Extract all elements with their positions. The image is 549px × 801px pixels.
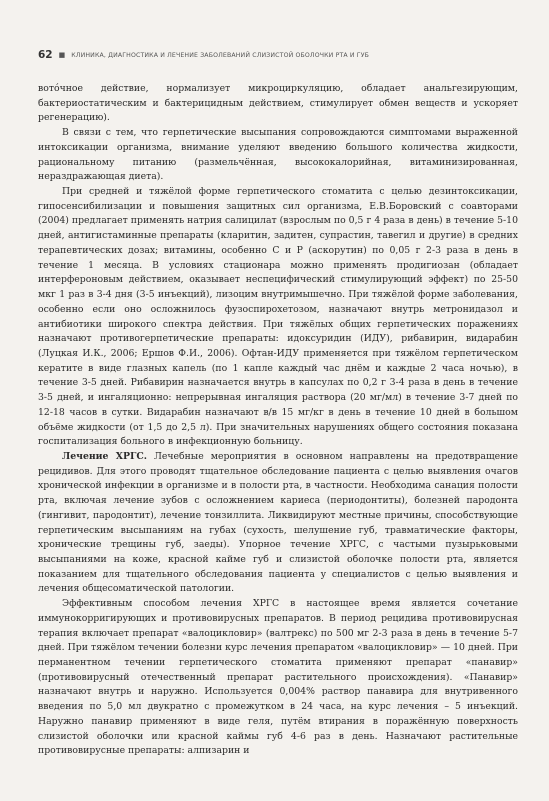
running-head-title: КЛИНИКА, ДИАГНОСТИКА И ЛЕЧЕНИЕ ЗАБОЛЕВАНИЙ СЛИЗИСТОЙ ОБОЛОЧКИ РТА И ГУБ: [71, 51, 370, 59]
paragraph: При средней и тяжёлой форме герпетического стоматита с целью дезинтоксикации, гипосенсибилизации и повышения защитных сил организма, Е.В.Боровский с соавторами (2004) предлагает применять натрия салицилат (взрослым по 0,5 г 4 раза в день) в течение 5-10 дней, антигистаминные препараты (кларитин, задитен, супрастин, тавегил и другие) в средних терапевтических дозах; витамины, особенно С и Р (аскорутин) по 0,05 г 2-3 раза в день в течение 1 месяца. В условиях стационара можно применять продигиозан (обладает интерфероновым действием, оказывает неспецифический стимулирующий эффект) по 25-50 мкг 1 раз в 3-4 дня (3-5 инъекций), лизоцим внутримышечно. При тяжёлой форме заболевания, особенно если оно осложнилось фузоспирохетозом, назначают внутрь метронидазол и антибиотики широкого спектра действия. При тяжёлых общих герпетических поражениях назначают противогерпетические препараты: идоксуридин (ИДУ), рибавирин, видарабин (Луцкая И.К., 2006; Ершов Ф.И., 2006). Офтан-ИДУ применяется при тяжёлом герпетическом кератите в виде глазных капель (по 1 капле каждый час днём и каждые 2 часа ночью), в течение 3-5 дней. Рибавирин назначается внутрь в капсулах по 0,2 г 3-4 раза в день в течение 3-5 дней, и ингаляционно: непрерывная ингаляция раствора (20 мг/мл) в течение 3-7 дней по 12-18 часов в сутки. Видарабин назначают в/в 15 мг/кг в день в течение 10 дней в большом объёме жидкости (от 1,5 до 2,5 л). При значительных нарушениях общего состояния показана госпитализация больного в инфекционную больницу.: [38, 186, 518, 448]
run-in-heading: Лечение ХРГС.: [62, 450, 148, 462]
paragraph-continuation: вотóчное действие, нормализует микроциркуляцию, обладает анальгезирующим, бактериостатическим и бактерицидным действием, стимулирует обмен веществ и ускоряет регенерацию).: [38, 83, 518, 124]
running-head: [38, 48, 519, 62]
paragraph: [38, 450, 518, 597]
paragraph: Эффективным способом лечения ХРГС в настоящее время является сочетание иммунокорригирующих и противовирусных препаратов. В период рецидива противовирусная терапия включает препарат «валоцикловир» (валтрекс) по 500 мг 2-3 раза в день в течение 5-7 дней. При тяжёлом течении болезни курс лечения препаратом «валоцикловир» — 10 дней. При перманентном течении герпетического стоматита применяют препарат «панавир» (противовирусный отечественный препарат растительного происхождения). «Панавир» назначают внутрь и наружно. Используется 0,004% раствор панавира для внутривенного введения по 5,0 мл двукратно с промежутком в 24 часа, на курс лечения – 5 инъекций. Наружно панавир применяют в виде геля, путём втирания в поражённую поверхность слизистой оболочки или красной каймы губ 4-6 раз в день. Назначают растительные противовирусные препараты: алпизарин и: [38, 598, 518, 757]
paragraph: В связи с тем, что герпетические высыпания сопровождаются симптомами выраженной интоксикации организма, внимание уделяют введению большого количества жидкости, рациональному питанию (размельчённая, высококалорийная, витаминизированная, нераздражающая диета).: [38, 127, 518, 183]
paragraph-body: Лечебные мероприятия в основном направлены на предотвращение рецидивов. Для этого проводят тщательное обследование пациента с целью выявления очагов хронической инфекции в организме и в полости рта, в частности. Необходима санация полости рта, включая лечение зубов с осложнением кариеса (периодонтиты), болезней пародонта (гингивит, пародонтит), лечение тонзиллита. Ликвидируют местные причины, способствующие герпетическим высыпаниям на губах (сухость, шелушение губ, травматические факторы, хронические трещины губ, заеды). Упорное течение ХРГС, с частыми пузырьковыми высыпаниями на коже, красной кайме губ и слизистой оболочке полости рта, является показанием для тщательного обследования пациента у специалистов с целью выявления и лечения общесоматической патологии.: [38, 450, 519, 595]
page-number: 62: [38, 49, 53, 61]
body-text: [38, 82, 518, 759]
header-bullet-icon: ■: [58, 51, 66, 59]
